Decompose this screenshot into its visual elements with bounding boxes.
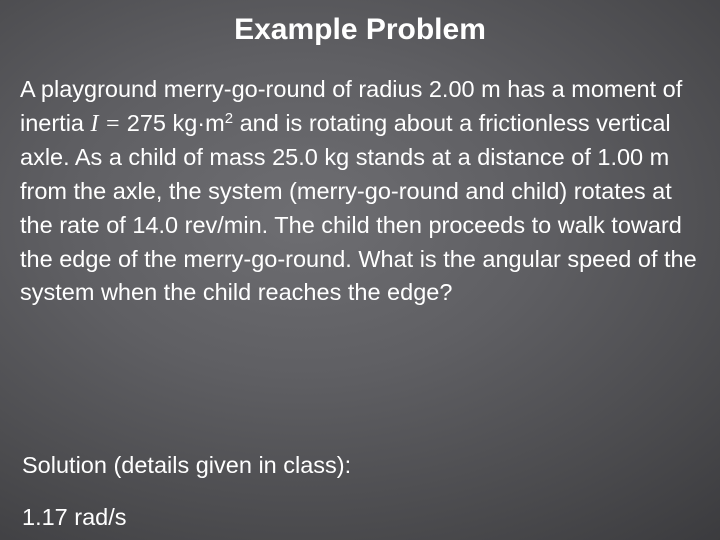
problem-text-part-3: and is rotating about a frictionless vertical axle. As a child of mass 25.0 kg stands at a distance of 1.00 m from the axle, the system (merry-go-round and child) rotates at the rate of 14.0 rev/min. The child then proceeds to walk toward the edge of the merry-go-round. What is the angular speed of the system when the child reaches the edge? xyxy=(20,109,697,306)
exponent: 2 xyxy=(224,109,234,127)
answer: 1.17 rad/s xyxy=(22,504,127,530)
inertia-symbol: I xyxy=(90,110,99,137)
problem-text-part-2: 275 kg·m xyxy=(126,109,225,136)
problem-statement xyxy=(20,73,710,310)
solution-label: Solution (details given in class): xyxy=(22,452,352,478)
inertia-equals: = xyxy=(98,110,127,137)
problem-text-part-1: A playground merry-go-round of radius 2.00 m has a moment of inertia xyxy=(20,76,683,136)
slide-title: Example Problem xyxy=(234,13,486,46)
